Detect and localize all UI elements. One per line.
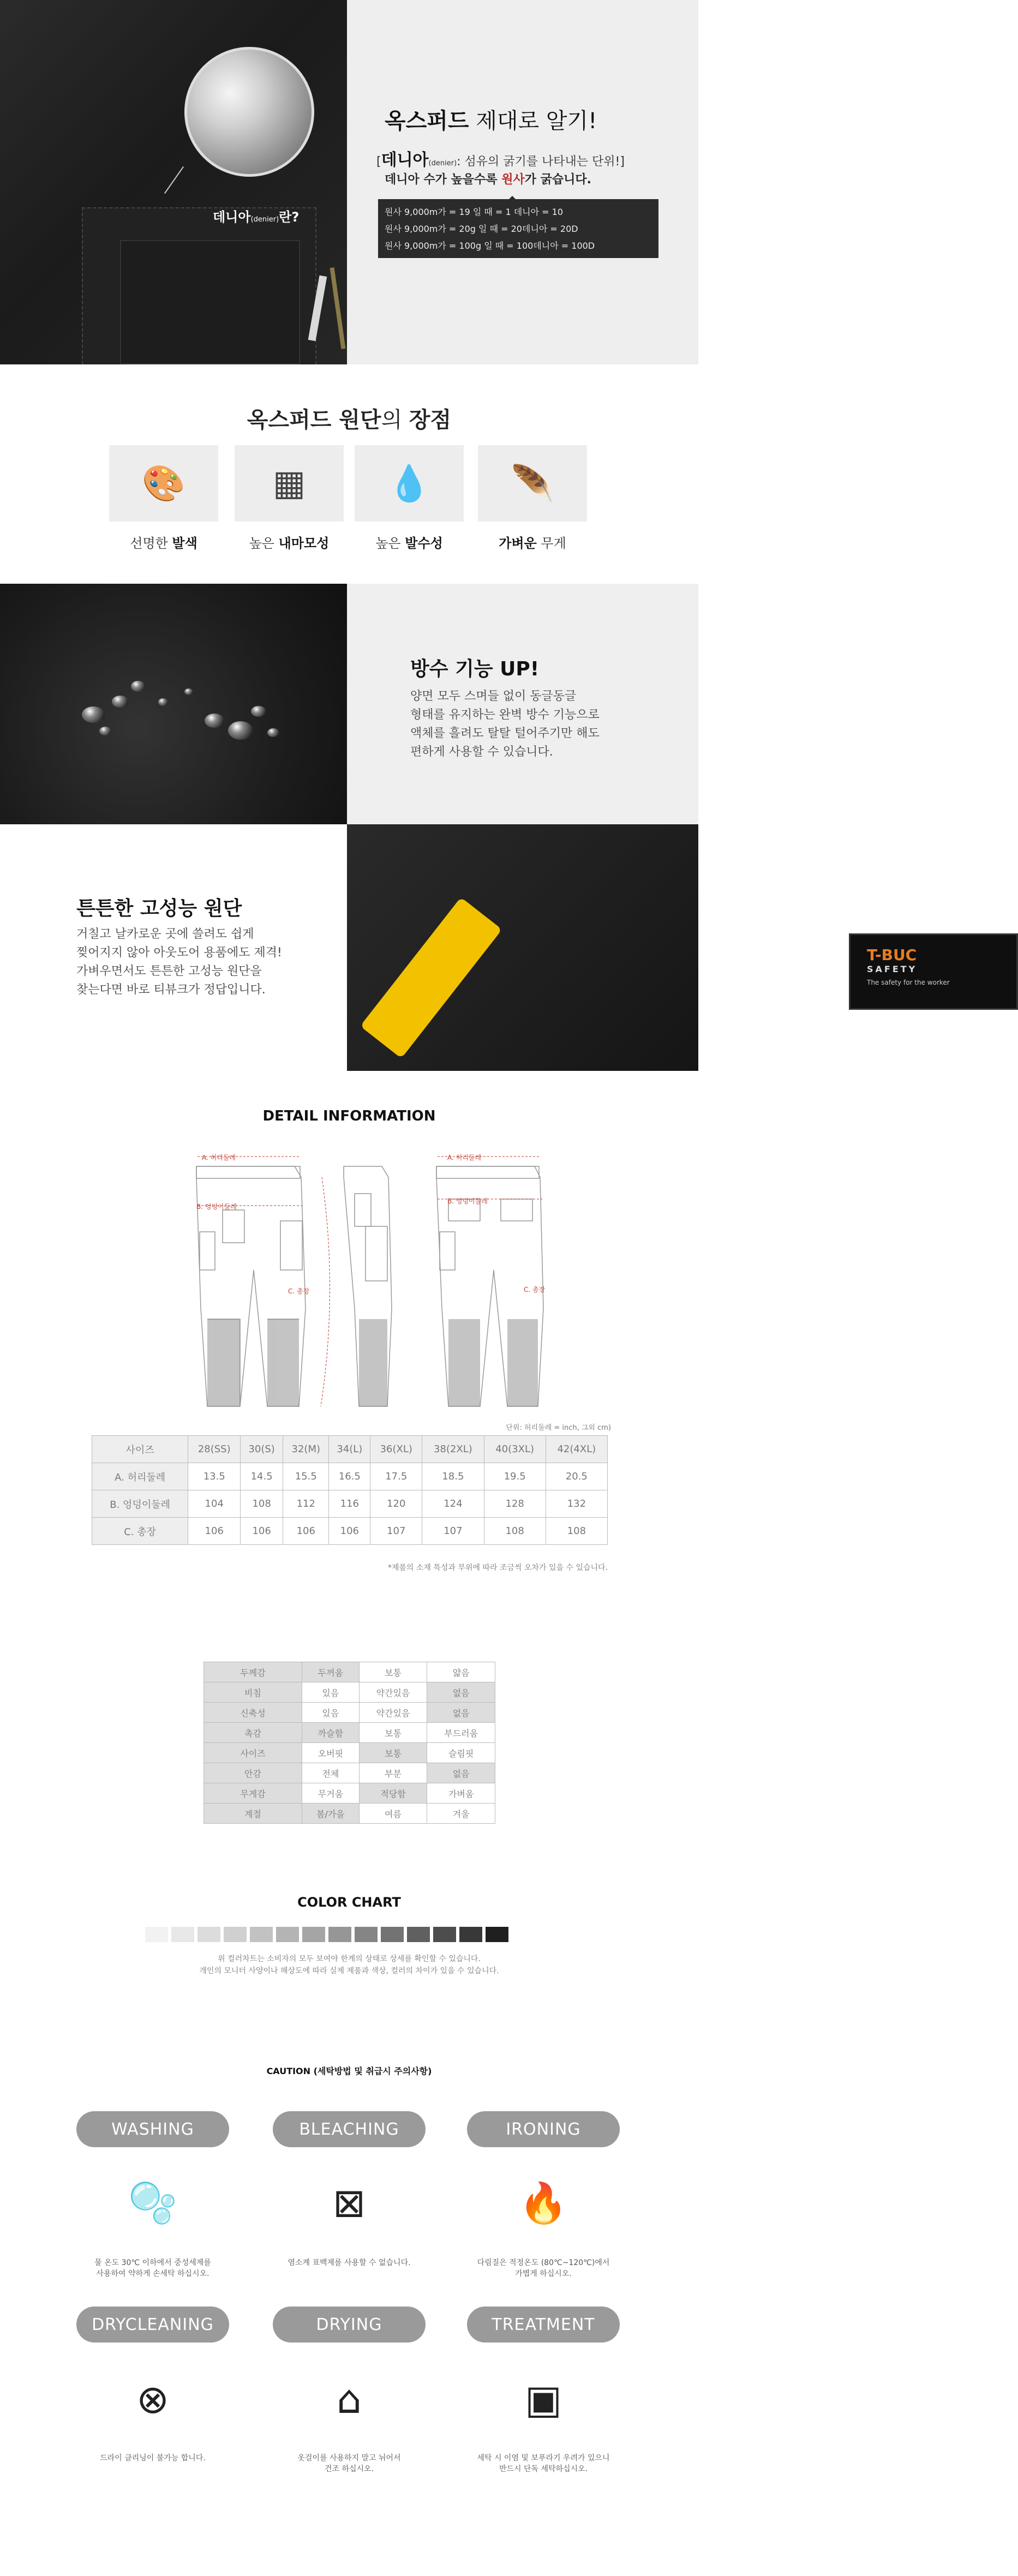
washing-icon: 🫧 [128, 2179, 177, 2226]
property-option: 보통 [359, 1743, 427, 1763]
waterproof-heading: 방수 기능 UP! [410, 658, 540, 680]
table-row [204, 1662, 495, 1682]
table-row [204, 1703, 495, 1723]
no-bleach-icon: ⊠ [332, 2180, 366, 2226]
table-row [204, 1743, 495, 1763]
water-drop [267, 728, 279, 737]
feature-label: 선명한 발색 [130, 536, 197, 551]
feature-card [355, 445, 464, 552]
property-option: 오버핏 [302, 1743, 360, 1763]
property-option: 없음 [427, 1763, 495, 1783]
washing-machine-icon: ▣ [524, 2376, 562, 2422]
water-drop [99, 727, 111, 735]
property-option: 무거움 [302, 1783, 360, 1804]
color-chart-title: COLOR CHART [297, 1895, 401, 1910]
unit-note: 단위: 허리둘레 = inch, 그외 cm) [506, 1424, 611, 1432]
iron-icon: 🔥 [519, 2179, 568, 2226]
advantages-title: 옥스퍼드 원단의 장점 [247, 408, 452, 433]
no-dryclean-icon: ⊗ [136, 2376, 170, 2422]
property-option: 여름 [359, 1804, 427, 1824]
property-option: 적당함 [359, 1783, 427, 1804]
color-swatch [486, 1927, 508, 1942]
formula-line: 원사 9,000m가 = 19 일 때 = 1 데니아 = 10 [385, 207, 564, 217]
waterproof-section [0, 584, 698, 824]
water-drop [158, 698, 168, 706]
length-label: C. 총장 [288, 1287, 310, 1295]
caution-title: CAUTION (세탁방법 및 취급시 주의사항) [266, 2066, 432, 2076]
property-option: 약간있음 [359, 1703, 427, 1723]
care-label-bleaching: BLEACHING [273, 2111, 426, 2147]
feature-label: 가벼운 무게 [499, 536, 566, 551]
property-option: 있음 [302, 1682, 360, 1703]
color-swatch [145, 1927, 168, 1942]
care-description: 염소계 표백제를 사용할 수 없습니다. [288, 2259, 411, 2267]
palette-icon: 🎨 [109, 445, 218, 522]
pocket-flap-shape [120, 240, 300, 364]
detail-title: DETAIL INFORMATION [262, 1108, 436, 1124]
property-option: 가벼움 [427, 1783, 495, 1804]
denier-definition: [데니아(denier): 섬유의 굵기를 나타내는 단위!] [376, 151, 625, 170]
durable-section [0, 824, 950, 1071]
denier-section [0, 0, 698, 364]
color-swatch [250, 1927, 273, 1942]
formula-line: 원사 9,000m가 = 100g 일 때 = 100데니아 = 100D [385, 241, 595, 251]
color-swatch [433, 1927, 456, 1942]
color-swatch [381, 1927, 404, 1942]
color-swatch [197, 1927, 220, 1942]
color-swatch [224, 1927, 247, 1942]
water-drop [131, 681, 145, 692]
formula-line: 원사 9,000m가 = 20g 일 때 = 20데니아 = 20D [385, 224, 578, 234]
property-option: 보통 [359, 1723, 427, 1743]
property-name: 두께감 [204, 1662, 302, 1682]
care-label-drying: DRYING [273, 2307, 426, 2343]
water-drops-photo [0, 584, 347, 824]
pencil-shape [330, 267, 346, 349]
water-drop [251, 706, 266, 717]
feature-label: 높은 발수성 [375, 536, 443, 551]
property-option: 슬림핏 [427, 1743, 495, 1763]
color-swatch [459, 1927, 482, 1942]
detail-section [0, 1071, 698, 1625]
properties-section [0, 1625, 698, 1870]
property-option: 없음 [427, 1682, 495, 1703]
table-header: 38(2XL) [422, 1436, 484, 1463]
property-option: 부드러움 [427, 1723, 495, 1743]
color-swatch [302, 1927, 325, 1942]
durable-heading: 튼튼한 고성능 원단 [76, 897, 242, 920]
table-row [204, 1783, 495, 1804]
property-option: 전체 [302, 1763, 360, 1783]
care-label-treatment: TREATMENT [467, 2307, 620, 2343]
care-description: 물 온도 30℃ 이하에서 중성세제를 사용하여 약하게 손세탁 하십시오. [94, 2259, 211, 2278]
care-description: 옷걸이를 사용하지 말고 뉘어서 건조 하십시오. [297, 2454, 401, 2473]
denier-tag: 데니아(denier)란? [213, 209, 300, 225]
water-drop [82, 706, 105, 723]
property-option: 까슬함 [302, 1723, 360, 1743]
durable-text: 거칠고 날카로운 곳에 쓸려도 쉽게 찢어지지 않아 아웃도어 용품에도 제격! 가벼우면서도 튼튼한 고성능 원단을 찾는다면 바로 티뷰크가 정답입니다. [76, 927, 282, 997]
property-option: 두꺼움 [302, 1662, 360, 1682]
fabric-layers-icon: ▦ [235, 445, 344, 522]
care-description: 세탁 시 이염 및 보푸라기 우려가 있으니 반드시 단독 세탁하십시오. [477, 2454, 610, 2473]
water-drop [228, 721, 253, 740]
length-label-back: C. 총장 [524, 1286, 546, 1293]
caution-section [0, 2034, 698, 2576]
property-option: 부분 [359, 1763, 427, 1783]
property-option: 봄/가을 [302, 1804, 360, 1824]
denier-explanation: 데니아 수가 높을수록 원사가 굵습니다. [385, 173, 592, 187]
property-option: 보통 [359, 1662, 427, 1682]
denier-heading: 옥스퍼드 제대로 알기! [385, 109, 597, 134]
brand-logo-text: T-BUC [867, 946, 917, 964]
table-header: 40(3XL) [484, 1436, 546, 1463]
feature-card [235, 445, 344, 552]
advantages-section [0, 364, 698, 584]
table-header-row [92, 1436, 608, 1463]
table-row [204, 1804, 495, 1824]
feature-label: 높은 내마모성 [249, 536, 330, 551]
magnifier-pointer [164, 166, 184, 194]
table-header: 36(XL) [370, 1436, 422, 1463]
brand-label: T-BUC SAFETY The safety for the worker [849, 933, 1018, 1010]
color-swatch [407, 1927, 430, 1942]
property-option: 있음 [302, 1703, 360, 1723]
property-option: 약간있음 [359, 1682, 427, 1703]
pants-back-drawing [327, 1145, 546, 1417]
property-option: 없음 [427, 1703, 495, 1723]
property-name: 계절 [204, 1804, 302, 1824]
thigh-label-back: B. 엉덩이둘레 [447, 1197, 488, 1205]
properties-table [203, 1662, 495, 1824]
table-row: C. 총장 106 106 106 106 107 107 108 108 [92, 1518, 608, 1545]
fabric-magnifier-circle [184, 47, 314, 177]
care-description: 드라이 클리닝이 불가능 합니다. [100, 2454, 206, 2463]
care-label-ironing: IRONING [467, 2111, 620, 2147]
property-name: 안감 [204, 1763, 302, 1783]
table-header: 34(L) [329, 1436, 370, 1463]
waterproof-text: 양면 모두 스며들 없이 동글동글 형태를 유지하는 완벽 방수 기능으로 액체를 흘려도 탈탈 털어주기만 해도 편하게 사용할 수 있습니다. [410, 690, 600, 759]
color-swatch [276, 1927, 299, 1942]
property-name: 비침 [204, 1682, 302, 1703]
care-label-washing: WASHING [76, 2111, 229, 2147]
care-label-drycleaning: DRYCLEANING [76, 2307, 229, 2343]
denier-formula-box [378, 199, 658, 258]
property-option: 얇음 [427, 1662, 495, 1682]
color-note: 위 컬러차트는 소비자의 모두 보여야 한계의 상태로 상세를 확인할 수 있습니다. [218, 1955, 481, 1963]
water-drop [112, 696, 128, 708]
table-header: 28(SS) [188, 1436, 241, 1463]
water-drops-icon: 💧 [355, 445, 464, 522]
table-row: A. 허리둘레 13.5 14.5 15.5 16.5 17.5 18.5 19.5 20.5 [92, 1463, 608, 1490]
waist-label: A. 허리둘레 [202, 1154, 236, 1161]
size-table [92, 1435, 608, 1545]
property-option: 겨울 [427, 1804, 495, 1824]
feature-card [109, 445, 218, 552]
water-drop [205, 714, 224, 728]
table-row: B. 엉덩이둘레 104 108 112 116 120 124 128 132 [92, 1490, 608, 1518]
table-header: 사이즈 [92, 1436, 188, 1463]
care-description: 다림질은 적정온도 (80℃~120℃)에서 가볍게 하십시오. [477, 2259, 610, 2278]
table-header: 42(4XL) [546, 1436, 607, 1463]
property-name: 촉감 [204, 1723, 302, 1743]
property-name: 신축성 [204, 1703, 302, 1723]
table-header: 32(M) [283, 1436, 329, 1463]
color-swatch [328, 1927, 351, 1942]
color-swatch [355, 1927, 378, 1942]
table-row [204, 1763, 495, 1783]
size-footnote: *제품의 소재 특성과 부위에 따라 조금씩 오차가 있을 수 있습니다. [387, 1563, 608, 1572]
fabric-pocket-photo [0, 0, 347, 364]
property-name: 사이즈 [204, 1743, 302, 1763]
table-row [204, 1682, 495, 1703]
thigh-label: B. 엉덩이둘레 [196, 1203, 237, 1211]
color-chart-section [0, 1870, 698, 2034]
feature-card [478, 445, 587, 552]
hanger-icon: ⌂ [337, 2376, 362, 2422]
table-row [204, 1723, 495, 1743]
property-name: 무게감 [204, 1783, 302, 1804]
water-drop [184, 688, 193, 695]
color-swatch [171, 1927, 194, 1942]
table-header: 30(S) [241, 1436, 283, 1463]
feather-icon: 🪶 [478, 445, 587, 522]
color-note: 개인의 모니터 사양이나 해상도에 따라 실제 제품과 색상, 컬러의 차이가 있을 수 있습니다. [199, 1967, 499, 1975]
waist-label-back: A. 허리둘레 [447, 1154, 481, 1161]
